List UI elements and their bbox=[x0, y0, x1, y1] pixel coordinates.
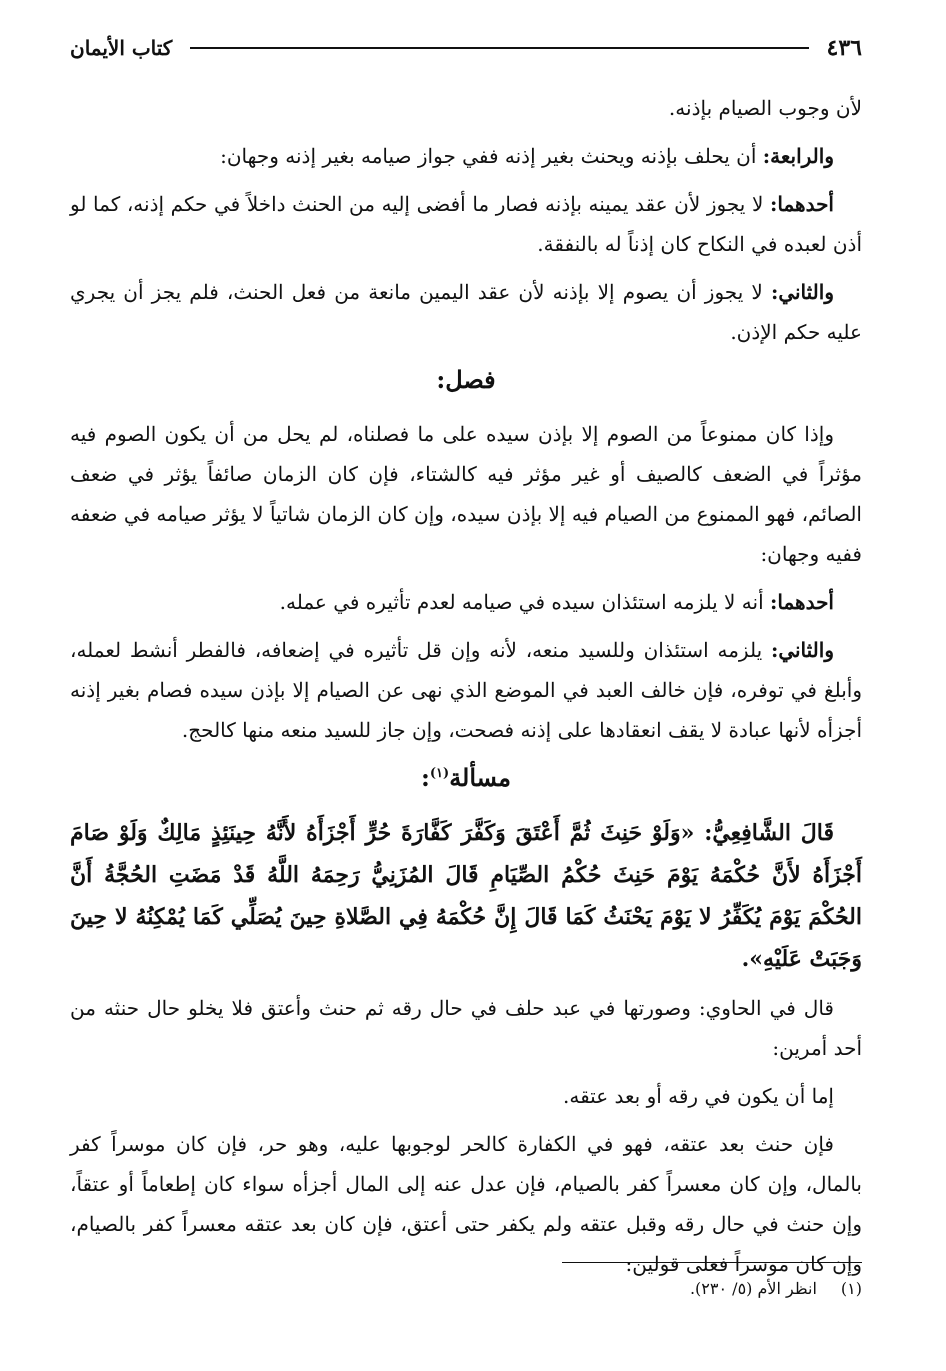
paragraph-lead: أحدهما: bbox=[769, 590, 834, 614]
header-rule bbox=[190, 47, 808, 49]
paragraph-lead: والرابعة: bbox=[762, 144, 834, 168]
quoted-text: قَالَ الشَّافِعِيُّ: «وَلَوْ حَنِثَ ثُمَّ أَعْتَقَ وَكَفَّرَ كَفَّارَةَ حُرٍّ أَجْزَأَهُ لأَنَّهُ حِينَئِذٍ مَالِكٌ وَلَوْ صَامَ أَجْزَأَهُ لأَنَّ حُكْمَهُ يَوْمَ حَنِثَ حُكْمُ الصِّيَامِ قَالَ المُزَنِيُّ رَحِمَهُ اللَّهُ قَدْ مَضَتِ الحُجَّةُ أَنَّ الحُكْمَ يَوْمَ يُكَفِّرُ لا يَوْمَ يَحْنَثُ كَمَا قَالَ إِنَّ حُكْمَهُ فِي الصَّلاةِ حِينَ يُصَلِّي كَمَا يُمْكِنُهُ لا حِينَ وَجَبَتْ عَلَيْهِ». bbox=[70, 820, 862, 972]
paragraph bbox=[70, 184, 862, 264]
page-header bbox=[70, 28, 862, 68]
paragraph: قال في الحاوي: وصورتها في عبد حلف في حال رقه ثم حنث وأعتق فلا يخلو حال حنثه من أحد أمرين: bbox=[70, 996, 862, 1060]
paragraph bbox=[70, 272, 862, 352]
paragraph bbox=[70, 630, 862, 750]
paragraph-lead: أحدهما: bbox=[769, 192, 834, 216]
paragraph-text: أن يحلف بإذنه ويحنث بغير إذنه ففي جواز صيامه بغير إذنه وجهان: bbox=[220, 144, 763, 168]
page-number: ٤٣٦ bbox=[826, 35, 862, 61]
section-heading-colon: : bbox=[421, 763, 430, 792]
section-heading-text: مسألة bbox=[449, 763, 511, 792]
page bbox=[70, 28, 862, 1292]
paragraph: وإذا كان ممنوعاً من الصوم إلا بإذن سيده على ما فصلناه، لم يحل من أن يكون الصوم فيه مؤثراً في الضعف كالصيف أو غير مؤثر فيه كالشتاء، فإن كان الزمان صائفاً يؤثر في ضعف الصائم، فهو الممنوع من الصيام فيه إلا بإذن سيده، وإن كان الزمان شاتياً لا يؤثر صيامه في ضعفه ففيه وجهان: bbox=[70, 422, 863, 566]
footnote-mark: (١) bbox=[840, 1279, 862, 1298]
paragraph: لأن وجوب الصيام بإذنه. bbox=[668, 96, 862, 120]
paragraph-text: لا يجوز أن يصوم إلا بإذنه لأن عقد اليمين مانعة من فعل الحنث، فلم يجز أن يجري عليه حكم الإذن. bbox=[70, 280, 862, 344]
paragraph-text: يلزمه استئذان وللسيد منعه، لأنه وإن قل تأثيره في إضعافه، فالفطر أنشط لعمله، وأبلغ في توفره، فإن خالف العبد في الموضع الذي نهى عن الصيام إلا بإذن سيده فصام بغير إذنه أجزأه لأنها عبادة لا يقف انعقادها على إذنه فصحت، وإن جاز للسيد منعه منها كالحج. bbox=[70, 638, 863, 742]
paragraph-lead: والثاني: bbox=[770, 638, 834, 662]
paragraph bbox=[70, 582, 862, 622]
footnote-reference: (١) bbox=[429, 766, 450, 781]
paragraph-lead: والثاني: bbox=[770, 280, 834, 304]
paragraph bbox=[70, 136, 862, 176]
paragraph-text: أنه لا يلزمه استئذان سيده في صيامه لعدم تأثيره في عمله. bbox=[279, 590, 770, 614]
footnote bbox=[262, 1274, 862, 1304]
footnote-text: انظر الأم (٥/ ٢٣٠). bbox=[689, 1279, 817, 1298]
footnote-rule bbox=[562, 1262, 862, 1263]
section-heading: فصل: bbox=[436, 365, 496, 394]
book-title: كتاب الأيمان bbox=[70, 36, 173, 60]
paragraph: إما أن يكون في رقه أو بعد عتقه. bbox=[562, 1084, 834, 1108]
paragraph-text: لا يجوز لأن عقد يمينه بإذنه فصار ما أفضى إليه من الحنث داخلاً في حكم إذنه، كما لو أذن لعبده في النكاح كان إذناً له بالنفقة. bbox=[70, 192, 862, 256]
section-heading bbox=[70, 758, 862, 798]
paragraph: فإن حنث بعد عتقه، فهو في الكفارة كالحر لوجوبها عليه، وهو حر، فإن كان موسراً كفر بالمال، وإن كان معسراً كفر بالصيام، فإن عدل عنه إلى المال أجزأه سواء كان إطعاماً أو عتقاً، وإن حنث في حال رقه وقبل عتقه ولم يكفر حتى أعتق، فإن كان بعد عتقه معسراً كفر بالصيام، وإن كان موسراً فعلى قولين: bbox=[70, 1132, 862, 1276]
